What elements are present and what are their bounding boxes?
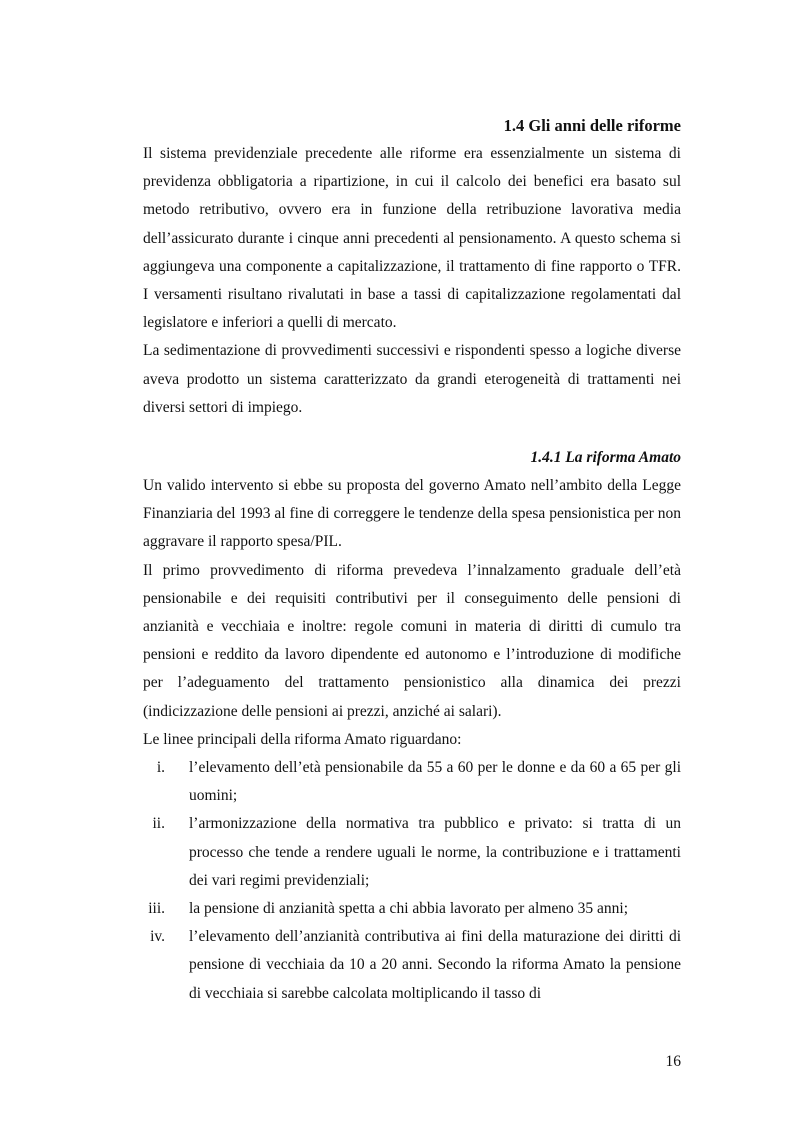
subsection-paragraph-1: Un valido intervento si ebbe su proposta del governo Amato nell’ambito della Legge Finanziaria del 1993 al fine di correggere le tendenze della spesa pensionistica per non aggravare il rapporto spesa/PIL.	[143, 477, 681, 551]
list-item	[143, 895, 681, 923]
list-item-text: l’armonizzazione della normativa tra pubblico e privato: si tratta di un processo che tende a rendere uguali le norme, la contribuzione e i trattamenti dei vari regimi previdenziali;	[189, 815, 681, 889]
subsection-paragraph-2: Il primo provvedimento di riforma prevedeva l’innalzamento graduale dell’età pensionabile e dei requisiti contributivi per il conseguimento delle pensioni di anzianità e vecchiaia e inoltre: regole comuni in materia di diritti di cumulo tra pensioni e reddito da lavoro dipendente ed autonomo e l’introduzione di modifiche per l’adeguamento del trattamento pensionistico alla dinamica dei prezzi (indicizzazione delle pensioni ai prezzi, anziché ai salari).	[143, 561, 681, 720]
list-marker: i.	[156, 759, 165, 777]
section-paragraph-1: Il sistema previdenziale precedente alle riforme era essenzialmente un sistema di previdenza obbligatoria a ripartizione, in cui il calcolo dei benefici era basato sul metodo retributivo, ovvero era in funzione della retribuzione lavorativa media dell’assicurato durante i cinque anni precedenti al pensionamento. A questo schema si aggiungeva una componente a capitalizzazione, il trattamento di fine rapporto o TFR. I versamenti risultano rivalutati in base a tassi di capitalizzazione regolamentati dal legislatore e inferiori a quelli di mercato.	[143, 145, 681, 332]
section-paragraph-2: La sedimentazione di provvedimenti successivi e rispondenti spesso a logiche diverse aveva prodotto un sistema caratterizzato da grandi eterogeneità di trattamenti nei diversi settori di impiego.	[143, 342, 681, 416]
document-page	[143, 112, 681, 1008]
subsection-title: 1.4.1 La riforma Amato	[530, 449, 681, 467]
list-item-text: l’elevamento dell’età pensionabile da 55 a 60 per le donne e da 60 a 65 per gli uomini;	[189, 759, 681, 805]
list-item	[143, 754, 681, 810]
subsection-paragraph-3: Le linee principali della riforma Amato riguardano:	[143, 730, 462, 748]
list-item	[143, 923, 681, 1008]
list-marker: ii.	[152, 815, 165, 833]
list-item	[143, 810, 681, 895]
list-item-text: l’elevamento dell’anzianità contributiva ai fini della maturazione dei diritti di pensione di vecchiaia da 10 a 20 anni. Secondo la riforma Amato la pensione di vecchiaia si sarebbe calcolata moltiplicando il tasso di	[189, 928, 681, 1002]
section-title: 1.4 Gli anni delle riforme	[503, 116, 681, 135]
list-marker: iv.	[150, 928, 165, 946]
page-number: 16	[665, 1053, 681, 1070]
list-marker: iii.	[148, 900, 165, 918]
reform-list	[143, 754, 681, 1008]
list-item-text: la pensione di anzianità spetta a chi abbia lavorato per almeno 35 anni;	[189, 900, 629, 918]
